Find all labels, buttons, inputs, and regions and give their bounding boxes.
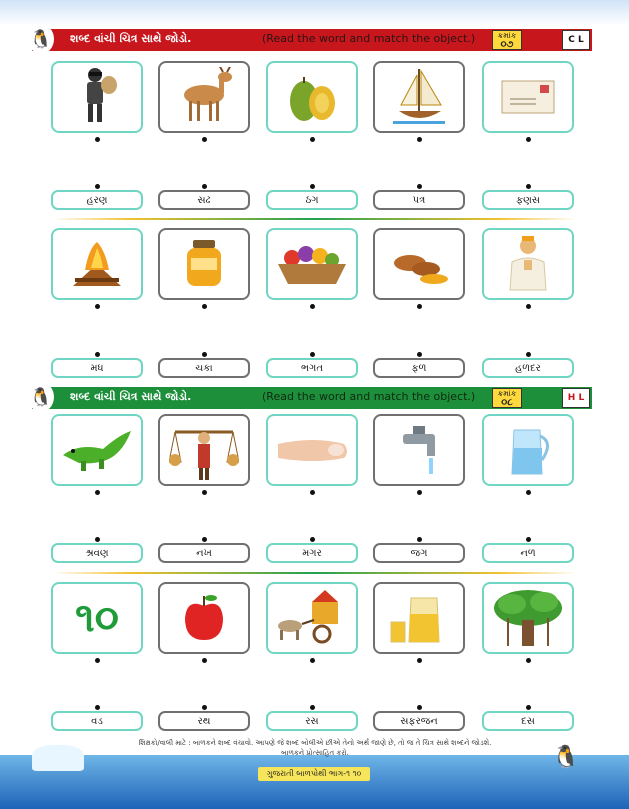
level-badge: H L — [562, 388, 590, 408]
water-tap-icon — [389, 420, 449, 480]
word-card[interactable]: ભગત — [266, 358, 358, 378]
match-dot[interactable] — [310, 537, 315, 542]
fingernail-card[interactable] — [266, 414, 358, 486]
match-dot[interactable] — [526, 304, 531, 309]
word-card[interactable]: રસ — [266, 711, 358, 731]
match-dot[interactable] — [526, 490, 531, 495]
instruction-gujarati: શબ્દ વાંચી ચિત્ર સાથે જોડો. — [70, 390, 192, 403]
match-dot[interactable] — [526, 658, 531, 663]
iceberg-icon — [32, 745, 84, 771]
juice-card[interactable] — [373, 582, 465, 654]
fruit-basket-icon — [272, 236, 352, 292]
match-dot[interactable] — [202, 705, 207, 710]
shravan-icon — [169, 418, 239, 482]
match-dot[interactable] — [526, 705, 531, 710]
top-sky-band — [0, 0, 629, 26]
match-dot[interactable] — [417, 304, 422, 309]
word-card[interactable]: વડ — [51, 711, 143, 731]
match-dot[interactable] — [202, 352, 207, 357]
word-card[interactable]: શ્રવણ — [51, 543, 143, 563]
number-ten-card[interactable] — [51, 582, 143, 654]
instruction-english: (Read the word and match the object.) — [262, 32, 476, 45]
exercise-number: ૦૮ — [501, 397, 513, 408]
word-card[interactable]: નળ — [482, 543, 574, 563]
match-dot[interactable] — [417, 705, 422, 710]
bonfire-icon — [65, 234, 129, 294]
water-jug-card[interactable] — [482, 414, 574, 486]
match-dot[interactable] — [526, 184, 531, 189]
chariot-card[interactable] — [266, 582, 358, 654]
word-card[interactable]: ચકા — [158, 358, 250, 378]
jackfruit-icon — [282, 67, 342, 127]
level-badge: C L — [562, 30, 590, 50]
banyan-tree-icon — [490, 586, 566, 650]
footer-sea-band — [0, 755, 629, 809]
honey-jar-card[interactable] — [158, 228, 250, 300]
juice-icon — [387, 588, 451, 648]
word-card[interactable]: દસ — [482, 711, 574, 731]
instruction-gujarati: શબ્દ વાંચી ચિત્ર સાથે જોડો. — [70, 32, 192, 45]
exercise-header-7 — [29, 28, 592, 51]
penguin-mascot-icon: 🐧 — [28, 24, 54, 54]
word-card[interactable]: ઠગ — [266, 190, 358, 210]
teacher-note — [100, 738, 530, 758]
match-dot[interactable] — [310, 352, 315, 357]
word-card[interactable]: પત્ર — [373, 190, 465, 210]
teacher-note-line2: બાળકને પ્રોત્સાહિત કરો. — [281, 749, 349, 757]
penguin-mascot-icon: 🐧 — [28, 382, 54, 412]
divider-line — [52, 572, 577, 574]
exercise-header-8 — [29, 386, 592, 409]
fruit-basket-card[interactable] — [266, 228, 358, 300]
turmeric-icon — [384, 239, 454, 289]
exercise-number-label: ક્રમાંક — [497, 31, 517, 40]
match-dot[interactable] — [95, 184, 100, 189]
match-dot[interactable] — [417, 352, 422, 357]
match-dot[interactable] — [417, 537, 422, 542]
word-card[interactable]: સફરજન — [373, 711, 465, 731]
match-dot[interactable] — [417, 658, 422, 663]
match-dot[interactable] — [95, 352, 100, 357]
sailboat-card[interactable] — [373, 61, 465, 133]
water-tap-card[interactable] — [373, 414, 465, 486]
thief-icon — [67, 65, 127, 129]
turmeric-card[interactable] — [373, 228, 465, 300]
match-dot[interactable] — [417, 184, 422, 189]
match-dot[interactable] — [202, 537, 207, 542]
bonfire-card[interactable] — [51, 228, 143, 300]
word-card[interactable]: ફળ — [373, 358, 465, 378]
match-dot[interactable] — [202, 304, 207, 309]
match-dot[interactable] — [526, 537, 531, 542]
penguin-boat-icon: 🐧 — [552, 744, 580, 770]
word-card[interactable]: મગર — [266, 543, 358, 563]
match-dot[interactable] — [95, 537, 100, 542]
banyan-tree-card[interactable] — [482, 582, 574, 654]
book-title-page-number: ગુજરાતી બાળપોથી ભાગ-૧ ૧૦ — [258, 767, 370, 781]
envelope-icon — [498, 75, 558, 119]
water-jug-icon — [500, 420, 556, 480]
crocodile-icon — [59, 425, 135, 475]
sailboat-icon — [389, 65, 449, 129]
match-dot[interactable] — [310, 304, 315, 309]
instruction-english: (Read the word and match the object.) — [262, 390, 476, 403]
word-card[interactable]: જગ — [373, 543, 465, 563]
devotee-icon — [498, 232, 558, 296]
deer-icon — [169, 67, 239, 127]
match-dot[interactable] — [526, 137, 531, 142]
envelope-card[interactable] — [482, 61, 574, 133]
exercise-number-badge — [492, 388, 522, 408]
match-dot[interactable] — [310, 705, 315, 710]
match-dot[interactable] — [202, 658, 207, 663]
match-dot[interactable] — [202, 184, 207, 189]
match-dot[interactable] — [310, 137, 315, 142]
word-card[interactable]: સઢ — [158, 190, 250, 210]
teacher-note-line1: શિક્ષકો/વાલી માટે : બાળકને શબ્દ વંચાવો. આપણે જે શબ્દ બોલીએ છીએ તેનો અર્થ જાણે છે, તો જ તે ચિત્ર સાથે શબ્દને જોડશે. — [138, 739, 492, 747]
match-dot[interactable] — [202, 137, 207, 142]
thief-card[interactable] — [51, 61, 143, 133]
match-dot[interactable] — [417, 137, 422, 142]
match-dot[interactable] — [95, 658, 100, 663]
shravan-card[interactable] — [158, 414, 250, 486]
exercise-number: ૦૭ — [500, 39, 514, 50]
word-card[interactable]: હળદર — [482, 358, 574, 378]
match-dot[interactable] — [95, 137, 100, 142]
match-dot[interactable] — [526, 352, 531, 357]
match-dot[interactable] — [95, 490, 100, 495]
word-card[interactable]: ફણસ — [482, 190, 574, 210]
deer-card[interactable] — [158, 61, 250, 133]
crocodile-card[interactable] — [51, 414, 143, 486]
match-dot[interactable] — [95, 705, 100, 710]
match-dot[interactable] — [310, 184, 315, 189]
honey-jar-icon — [179, 236, 229, 292]
match-dot[interactable] — [202, 490, 207, 495]
word-card[interactable]: રથ — [158, 711, 250, 731]
match-dot[interactable] — [310, 490, 315, 495]
match-dot[interactable] — [310, 658, 315, 663]
chariot-icon — [272, 588, 352, 648]
jackfruit-card[interactable] — [266, 61, 358, 133]
match-dot[interactable] — [417, 490, 422, 495]
match-dot[interactable] — [95, 304, 100, 309]
exercise-number-badge — [492, 30, 522, 50]
devotee-card[interactable] — [482, 228, 574, 300]
fingernail-icon — [274, 430, 350, 470]
divider-line — [52, 218, 577, 220]
apple-card[interactable] — [158, 582, 250, 654]
word-card[interactable]: નખ — [158, 543, 250, 563]
word-card[interactable]: હરણ — [51, 190, 143, 210]
number-ten-icon: ૧૦ — [75, 595, 119, 641]
apple-icon — [179, 590, 229, 646]
exercise-number-label: ક્રમાંક — [497, 389, 517, 398]
word-card[interactable]: મધ — [51, 358, 143, 378]
